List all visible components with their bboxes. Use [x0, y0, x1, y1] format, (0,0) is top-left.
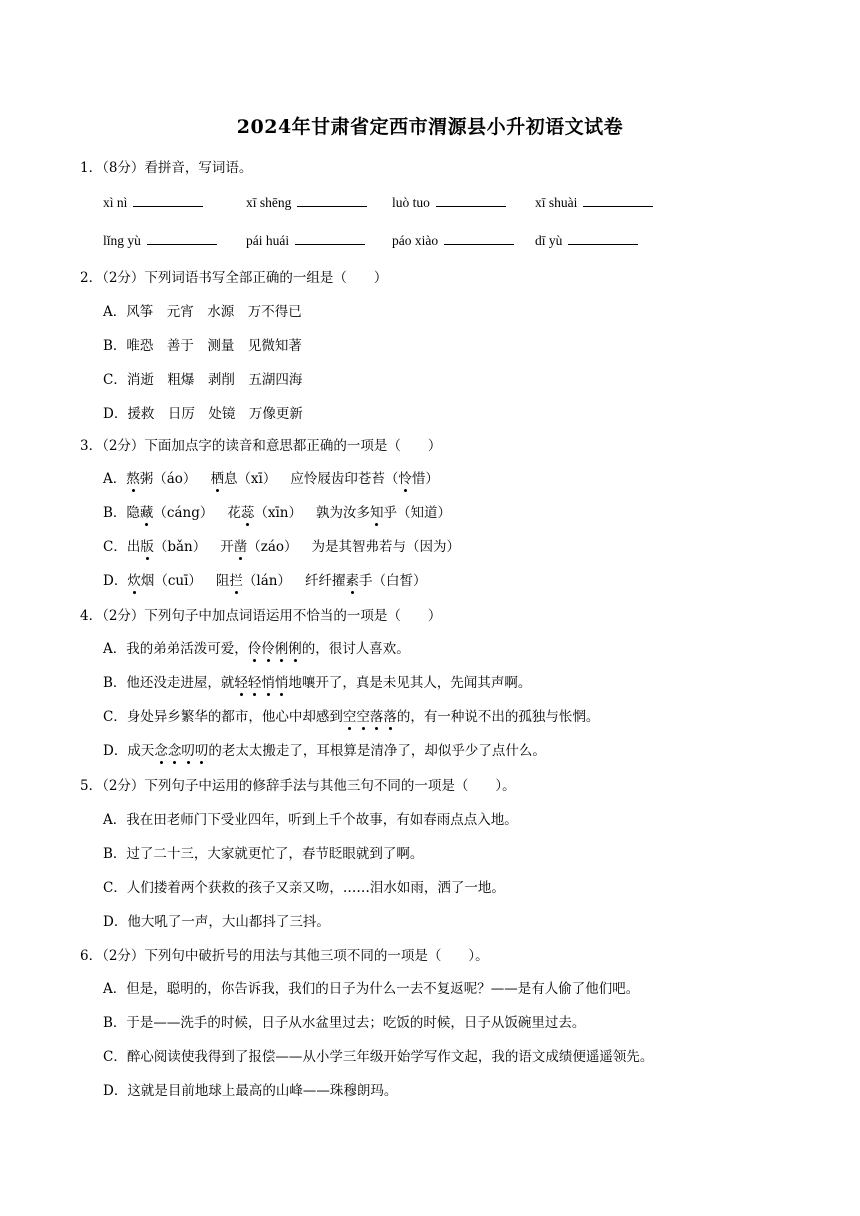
question-3-stem: 3．（2分）下面加点字的读音和意思都正确的一项是（ ） [80, 438, 442, 454]
option-d[interactable]: D．炊烟（cuī） 阻拦（lán） 纤纤擢素手（白皙） [103, 573, 427, 589]
option-a[interactable]: A．我的弟弟活泼可爱，伶伶俐俐的，很讨人喜欢。 [103, 641, 410, 657]
option-c[interactable]: C．醉心阅读使我得到了报偿——从小学三年级开始学写作文起，我的语文成绩便遥遥领先。 [103, 1049, 654, 1065]
option-b[interactable]: B．于是——洗手的时候，日子从水盆里过去；吃饭的时候，日子从饭碗里过去。 [103, 1015, 586, 1031]
question-5-stem: 5．（2分）下列句子中运用的修辞手法与其他三句不同的一项是（ ）。 [80, 778, 516, 794]
option-c[interactable]: C．出版（bǎn） 开凿（záo） 为是其智弗若与（因为） [103, 539, 461, 555]
option-a[interactable]: A．我在田老师门下受业四年，听到上千个故事，有如春雨点点入地。 [103, 812, 518, 828]
option-a[interactable]: A．风筝 元宵 水源 万不得已 [103, 304, 302, 320]
option-b[interactable]: B．唯恐 善于 测量 见微知著 [103, 338, 302, 354]
pinyin-item: xì nì [103, 194, 203, 211]
answer-blank[interactable] [297, 194, 367, 207]
option-b[interactable]: B．他还没走进屋，就轻轻悄悄地嚷开了，真是未见其人，先闻其声啊。 [103, 675, 532, 691]
answer-blank[interactable] [583, 194, 653, 207]
dotted-word: 伶伶俐俐 [247, 641, 302, 657]
option-a[interactable]: A．但是，聪明的，你告诉我，我们的日子为什么一去不复返呢？——是有人偷了他们吧。 [103, 981, 640, 997]
question-4-stem: 4．（2分）下列句子中加点词语运用不恰当的一项是（ ） [80, 608, 442, 624]
pinyin-item: luò tuo [392, 194, 506, 211]
option-c[interactable]: C．身处异乡繁华的都市，他心中却感到空空落落的，有一种说不出的孤独与怅惘。 [103, 709, 600, 725]
pinyin-item: páo xiào [392, 232, 514, 249]
answer-blank[interactable] [295, 232, 365, 245]
dotted-word: 轻轻悄悄 [234, 675, 289, 691]
option-d[interactable]: D．这就是目前地球上最高的山峰——珠穆朗玛。 [103, 1083, 398, 1099]
answer-blank[interactable] [568, 232, 638, 245]
pinyin-item: xī shuài [535, 194, 653, 211]
dotted-word: 念念叨叨 [154, 743, 209, 759]
dotted-word: 空空落落 [342, 709, 397, 725]
pinyin-item: xī shēng [246, 194, 367, 211]
option-b[interactable]: B．过了二十三，大家就更忙了，春节眨眼就到了啊。 [103, 846, 424, 862]
option-c[interactable]: C．人们搂着两个获救的孩子又亲又吻，……泪水如雨，洒了一地。 [103, 880, 505, 896]
answer-blank[interactable] [436, 194, 506, 207]
option-d[interactable]: D．他大吼了一声，大山都抖了三抖。 [103, 914, 330, 930]
pinyin-item: dī yù [535, 232, 638, 249]
pinyin-item: pái huái [246, 232, 365, 249]
question-6-stem: 6．（2分）下列句中破折号的用法与其他三项不同的一项是（ ）。 [80, 948, 489, 964]
answer-blank[interactable] [133, 194, 203, 207]
option-c[interactable]: C．消逝 粗爆 剥削 五湖四海 [103, 372, 303, 388]
answer-blank[interactable] [444, 232, 514, 245]
option-b[interactable]: B．隐藏（cáng） 花蕊（xīn） 孰为汝多知乎（知道） [103, 505, 452, 521]
pinyin-item: lǐng yù [103, 232, 217, 249]
question-1-stem: 1．（8分）看拼音，写词语。 [80, 160, 253, 176]
exam-title: 2024年甘肃省定西市渭源县小升初语文试卷 [236, 116, 624, 138]
option-d[interactable]: D．援救 日厉 处镜 万像更新 [103, 406, 303, 422]
option-a[interactable]: A．熬粥（áo） 栖息（xī） 应怜屐齿印苍苔（怜惜） [103, 471, 439, 487]
answer-blank[interactable] [147, 232, 217, 245]
option-d[interactable]: D．成天念念叨叨的老太太搬走了，耳根算是清净了，却似乎少了点什么。 [103, 743, 546, 759]
question-2-stem: 2．（2分）下列词语书写全部正确的一组是（ ） [80, 270, 388, 286]
